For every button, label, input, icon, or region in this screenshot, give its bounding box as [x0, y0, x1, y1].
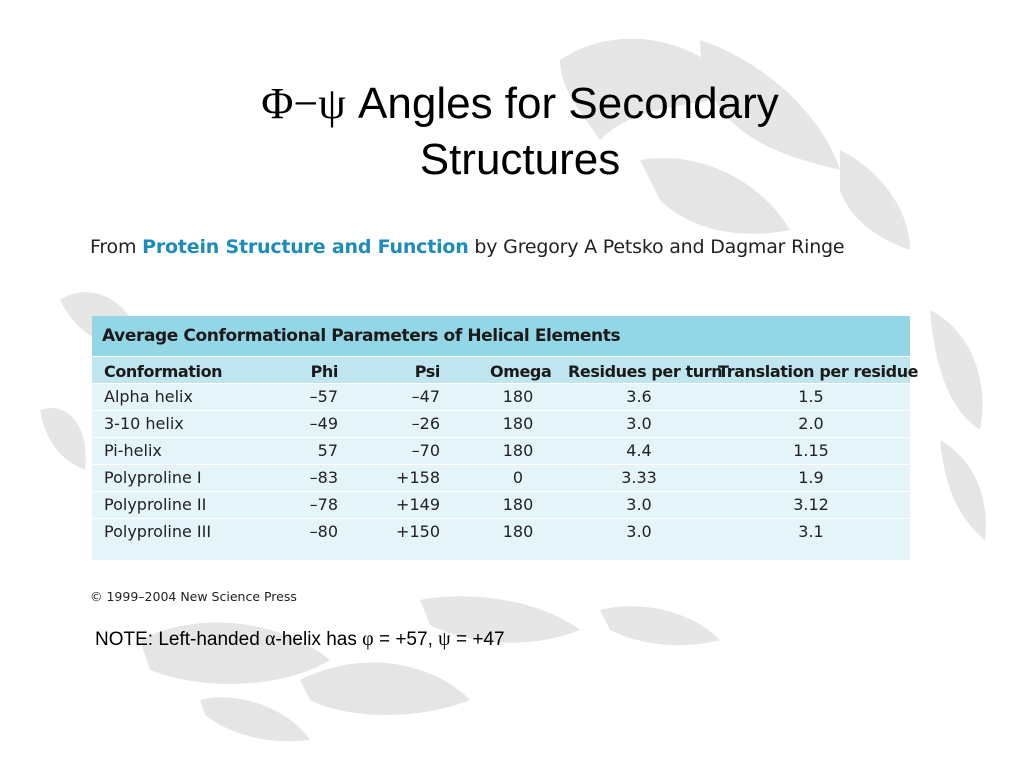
- header-residues-per-turn: Residues per turn: [568, 362, 723, 381]
- phi-symbol: φ: [362, 628, 374, 650]
- table-row: [92, 464, 910, 491]
- left-handed-helix-note: [95, 628, 505, 651]
- cell-psi: +150: [396, 522, 440, 541]
- copyright-notice: © 1999–2004 New Science Press: [90, 589, 297, 604]
- table-row: [92, 491, 910, 518]
- cell-translation-per-residue: 3.1: [798, 522, 824, 541]
- cell-psi: –47: [411, 387, 440, 406]
- header-translation-per-residue: Translation per residue: [718, 362, 919, 381]
- cell-translation-per-residue: 1.15: [793, 441, 829, 460]
- cell-psi: +149: [396, 495, 440, 514]
- cell-residues-per-turn: 3.6: [626, 387, 652, 406]
- book-title: Protein Structure and Function: [142, 236, 469, 258]
- table-caption: Average Conformational Parameters of Helical Elements: [92, 316, 910, 356]
- cell-translation-per-residue: 3.12: [793, 495, 829, 514]
- cell-residues-per-turn: 4.4: [626, 441, 652, 460]
- title-dash: −: [293, 79, 319, 128]
- cell-translation-per-residue: 1.9: [798, 468, 824, 487]
- cell-conformation: Polyproline II: [104, 495, 207, 514]
- cell-omega: 180: [502, 414, 534, 433]
- cell-residues-per-turn: 3.0: [626, 522, 652, 541]
- psi-symbol: ψ: [318, 79, 346, 128]
- cell-omega: 180: [502, 495, 534, 514]
- note-text-4: = +47: [450, 629, 505, 650]
- note-text-2: -helix has: [275, 629, 363, 650]
- cell-omega: 180: [502, 387, 534, 406]
- title-line2-text: Structures: [419, 135, 621, 184]
- table-row: [92, 383, 910, 410]
- cell-conformation: Polyproline I: [104, 468, 202, 487]
- header-omega: Omega: [490, 362, 552, 381]
- cell-conformation: Alpha helix: [104, 387, 193, 406]
- cell-translation-per-residue: 1.5: [798, 387, 824, 406]
- cell-phi: –83: [309, 468, 338, 487]
- cell-residues-per-turn: 3.0: [626, 495, 652, 514]
- slide-title: [120, 76, 920, 188]
- cell-phi: –49: [309, 414, 338, 433]
- header-conformation: Conformation: [104, 362, 223, 381]
- cell-residues-per-turn: 3.33: [621, 468, 657, 487]
- source-authors: by Gregory A Petsko and Dagmar Ringe: [468, 236, 845, 258]
- cell-conformation: Pi-helix: [104, 441, 162, 460]
- header-phi: Phi: [310, 362, 338, 381]
- source-attribution: [90, 236, 844, 258]
- phi-symbol: Φ: [261, 79, 294, 128]
- note-text-3: = +57,: [373, 629, 439, 650]
- note-text-1: NOTE: Left-handed: [95, 629, 266, 650]
- cell-conformation: Polyproline III: [104, 522, 212, 541]
- table-row: [92, 437, 910, 464]
- cell-phi: –78: [309, 495, 338, 514]
- cell-psi: –70: [411, 441, 440, 460]
- cell-phi: –57: [309, 387, 338, 406]
- cell-translation-per-residue: 2.0: [798, 414, 824, 433]
- title-line1-text: Angles for Secondary: [345, 79, 779, 128]
- alpha-symbol: α: [265, 628, 276, 650]
- cell-conformation: 3-10 helix: [104, 414, 184, 433]
- table-row: [92, 518, 910, 545]
- source-prefix: From: [90, 236, 143, 258]
- helical-parameters-table: [92, 316, 919, 560]
- psi-symbol: ψ: [438, 628, 451, 650]
- cell-phi: 57: [317, 441, 338, 460]
- cell-phi: –80: [309, 522, 338, 541]
- cell-omega: 0: [512, 468, 524, 487]
- cell-omega: 180: [502, 441, 534, 460]
- cell-residues-per-turn: 3.0: [626, 414, 652, 433]
- header-psi: Psi: [414, 362, 440, 381]
- cell-psi: +158: [396, 468, 440, 487]
- table-header-row: [92, 356, 919, 383]
- cell-omega: 180: [502, 522, 534, 541]
- table-row: [92, 410, 910, 437]
- cell-psi: –26: [411, 414, 440, 433]
